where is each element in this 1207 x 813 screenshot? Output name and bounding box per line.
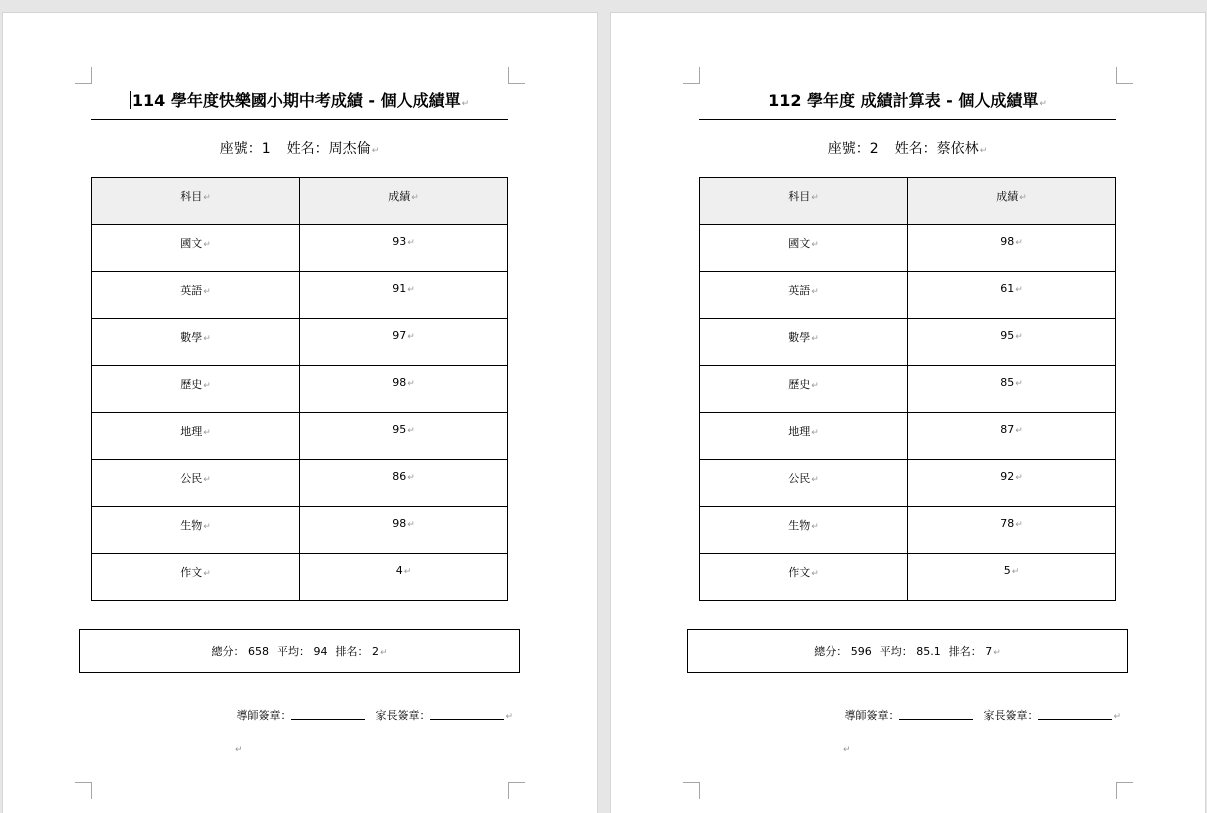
subject-cell[interactable]: 英語↵	[700, 272, 908, 319]
score-cell[interactable]: 5↵	[908, 554, 1116, 601]
subject-cell[interactable]: 作文↵	[92, 554, 300, 601]
table-row	[92, 554, 508, 601]
total-score: 總分： 658	[211, 645, 269, 658]
average-score: 平均： 94	[276, 645, 328, 658]
score-cell[interactable]: 61↵	[908, 272, 1116, 319]
score-cell[interactable]: 95↵	[908, 319, 1116, 366]
margin-corner-mark	[508, 782, 525, 799]
column-header-subject[interactable]: 科目↵	[92, 178, 300, 225]
score-cell[interactable]: 91↵	[300, 272, 508, 319]
subject-cell[interactable]: 國文↵	[92, 225, 300, 272]
score-cell[interactable]: 4↵	[300, 554, 508, 601]
table-row	[92, 272, 508, 319]
score-cell[interactable]: 95↵	[300, 413, 508, 460]
subject-cell[interactable]: 歷史↵	[700, 366, 908, 413]
score-cell[interactable]: 86↵	[300, 460, 508, 507]
score-cell[interactable]: 92↵	[908, 460, 1116, 507]
subject-cell[interactable]: 作文↵	[700, 554, 908, 601]
margin-corner-mark	[683, 67, 700, 84]
table-header-row	[700, 178, 1116, 225]
margin-corner-mark	[75, 67, 92, 84]
signature-line[interactable]: 導師簽章： 家長簽章： ↵	[236, 709, 513, 722]
score-cell[interactable]: 98↵	[300, 366, 508, 413]
rank: 排名： 7	[948, 645, 993, 658]
table-row	[700, 413, 1116, 460]
average-score: 平均： 85.1	[879, 645, 941, 658]
parent-signature-blank	[1038, 708, 1112, 720]
summary-box[interactable]: 總分： 658 平均： 94 排名： 2↵	[79, 629, 520, 673]
summary-box[interactable]: 總分： 596 平均： 85.1 排名： 7↵	[687, 629, 1128, 673]
score-cell[interactable]: 78↵	[908, 507, 1116, 554]
rank: 排名： 2	[335, 645, 379, 658]
table-row	[92, 460, 508, 507]
subject-cell[interactable]: 歷史↵	[92, 366, 300, 413]
table-row	[700, 366, 1116, 413]
report-title[interactable]: 114 學年度快樂國小期中考成績 - 個人成績單↵	[91, 89, 508, 120]
subject-cell[interactable]: 英語↵	[92, 272, 300, 319]
score-cell[interactable]: 98↵	[300, 507, 508, 554]
text-cursor	[130, 91, 131, 109]
score-cell[interactable]: 85↵	[908, 366, 1116, 413]
table-row	[92, 507, 508, 554]
score-cell[interactable]: 97↵	[300, 319, 508, 366]
subject-cell[interactable]: 公民↵	[92, 460, 300, 507]
table-header-row	[92, 178, 508, 225]
table-row	[92, 225, 508, 272]
subject-cell[interactable]: 生物↵	[92, 507, 300, 554]
table-row	[700, 460, 1116, 507]
seat-number: 座號：1	[219, 141, 271, 157]
scores-table[interactable]	[699, 177, 1116, 601]
margin-corner-mark	[75, 782, 92, 799]
subject-cell[interactable]: 國文↵	[700, 225, 908, 272]
subject-cell[interactable]: 公民↵	[700, 460, 908, 507]
score-cell[interactable]: 98↵	[908, 225, 1116, 272]
score-cell[interactable]: 87↵	[908, 413, 1116, 460]
subject-cell[interactable]: 數學↵	[92, 319, 300, 366]
report-title[interactable]: 112 學年度 成績計算表 - 個人成績單↵	[699, 89, 1116, 120]
table-row	[700, 319, 1116, 366]
table-row	[92, 366, 508, 413]
teacher-signature-blank	[899, 708, 973, 720]
subject-cell[interactable]: 地理↵	[700, 413, 908, 460]
table-row	[92, 319, 508, 366]
signature-line[interactable]: 導師簽章： 家長簽章： ↵	[844, 709, 1121, 722]
paragraph-mark: ↵	[235, 745, 243, 755]
paragraph-mark: ↵	[371, 146, 380, 156]
column-header-subject[interactable]: 科目↵	[700, 178, 908, 225]
table-row	[700, 272, 1116, 319]
paragraph-mark: ↵	[1039, 99, 1047, 109]
parent-signature-blank	[430, 708, 504, 720]
total-score: 總分： 596	[814, 645, 872, 658]
document-page-1	[3, 13, 597, 813]
table-row	[700, 225, 1116, 272]
parent-signature-label: 家長簽章：	[983, 709, 1039, 722]
student-info[interactable]	[699, 139, 1116, 161]
paragraph-mark: ↵	[843, 745, 851, 755]
margin-corner-mark	[683, 782, 700, 799]
subject-cell[interactable]: 地理↵	[92, 413, 300, 460]
teacher-signature-blank	[291, 708, 365, 720]
subject-cell[interactable]: 數學↵	[700, 319, 908, 366]
student-info[interactable]	[91, 139, 508, 161]
margin-corner-mark	[508, 67, 525, 84]
table-row	[92, 413, 508, 460]
document-page-2	[611, 13, 1205, 813]
parent-signature-label: 家長簽章：	[375, 709, 431, 722]
column-header-score[interactable]: 成績↵	[908, 178, 1116, 225]
margin-corner-mark	[1116, 782, 1133, 799]
seat-number: 座號：2	[827, 141, 879, 157]
teacher-signature-label: 導師簽章：	[236, 709, 292, 722]
teacher-signature-label: 導師簽章：	[844, 709, 900, 722]
table-row	[700, 554, 1116, 601]
margin-corner-mark	[1116, 67, 1133, 84]
student-name: 姓名：蔡依林	[894, 141, 979, 157]
paragraph-mark: ↵	[461, 99, 470, 109]
column-header-score[interactable]: 成績↵	[300, 178, 508, 225]
subject-cell[interactable]: 生物↵	[700, 507, 908, 554]
score-cell[interactable]: 93↵	[300, 225, 508, 272]
paragraph-mark: ↵	[979, 146, 988, 156]
table-row	[700, 507, 1116, 554]
scores-table[interactable]	[91, 177, 508, 601]
student-name: 姓名：周杰倫	[286, 141, 371, 157]
